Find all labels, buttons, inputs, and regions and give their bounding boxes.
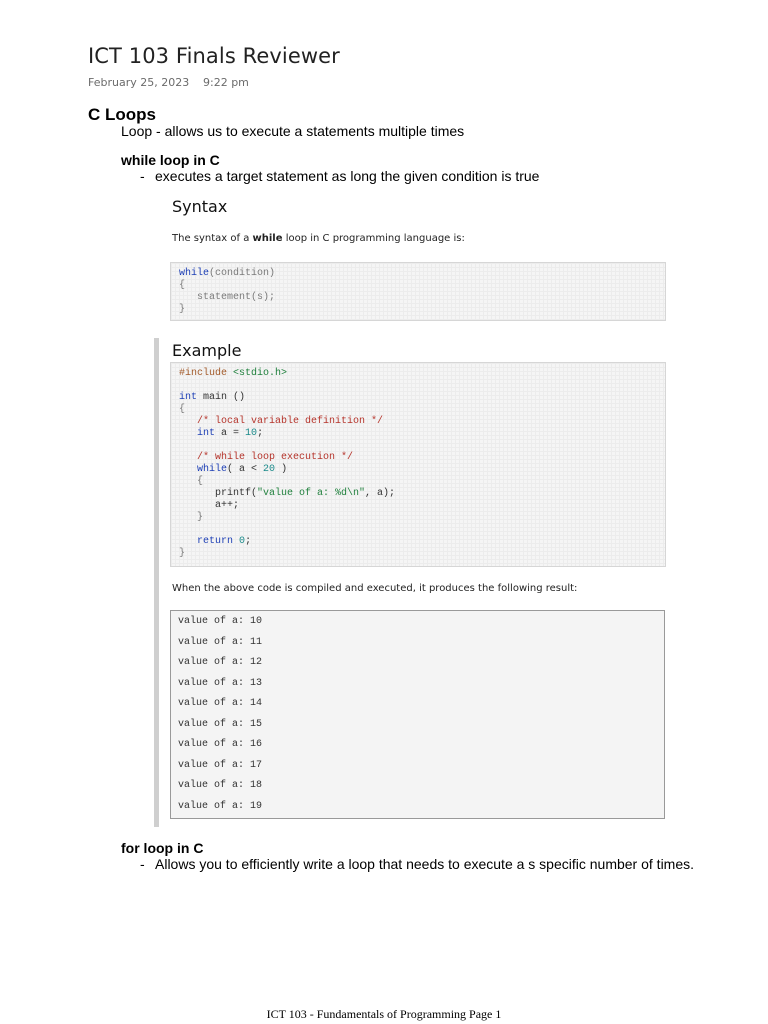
code-line-increment: a++; <box>179 500 240 511</box>
code-line-return: return 0; <box>197 536 252 547</box>
syntax-line-3: statement(s); <box>179 292 276 303</box>
output-box <box>170 610 665 819</box>
section-heading: C Loops <box>88 105 156 124</box>
output-line: value of a: 15 <box>178 719 263 730</box>
output-line: value of a: 13 <box>178 678 263 689</box>
code-line-comment-2: /* while loop execution */ <box>179 452 354 463</box>
for-loop-heading: for loop in C <box>121 840 204 856</box>
output-line: value of a: 18 <box>178 780 263 791</box>
example-heading: Example <box>172 341 242 360</box>
syntax-line-1: while(condition) <box>179 268 276 279</box>
code-line-printf: printf("value of a: %d\n", a); <box>179 488 396 499</box>
code-line-close-brace: } <box>179 548 186 559</box>
page-time: 9:22 pm <box>203 76 249 89</box>
for-loop-bullet: Allows you to efficiently write a loop that needs to execute a s specific number of times. <box>155 856 695 872</box>
syntax-heading: Syntax <box>172 197 228 216</box>
output-line: value of a: 10 <box>178 616 263 627</box>
code-line-include: #include <stdio.h> <box>179 368 288 379</box>
output-line: value of a: 11 <box>178 637 263 648</box>
syntax-line-2: { <box>179 280 186 291</box>
code-line-comment-1: /* local variable definition */ <box>179 416 384 427</box>
snippet-left-border <box>154 338 159 827</box>
syntax-description: The syntax of a while loop in C programming language is: <box>172 233 465 244</box>
output-line: value of a: 19 <box>178 801 263 812</box>
result-intro: When the above code is compiled and executed, it produces the following result: <box>172 583 578 594</box>
example-code-box <box>170 362 666 567</box>
syntax-code-box <box>170 262 666 321</box>
code-line-while: while( a < 20 ) <box>197 464 288 475</box>
while-loop-heading: while loop in C <box>121 152 220 168</box>
output-line: value of a: 16 <box>178 739 263 750</box>
syntax-line-4: } <box>179 304 186 315</box>
output-line: value of a: 17 <box>178 760 263 771</box>
code-line-inner-close: } <box>179 512 204 523</box>
while-bullet-dash: - <box>140 168 145 184</box>
code-line-var: int a = 10; <box>197 428 264 439</box>
output-line: value of a: 12 <box>178 657 263 668</box>
output-line: value of a: 14 <box>178 698 263 709</box>
page-title: ICT 103 Finals Reviewer <box>88 44 340 68</box>
code-line-inner-open: { <box>179 476 204 487</box>
for-bullet-dash: - <box>140 856 145 872</box>
section-intro: Loop - allows us to execute a statements multiple times <box>121 123 465 139</box>
page-date: February 25, 2023 <box>88 76 190 89</box>
while-loop-bullet: executes a target statement as long the given condition is true <box>155 168 540 184</box>
code-line-main: int main () <box>179 392 246 403</box>
code-line-open-brace: { <box>179 404 186 415</box>
page-footer: ICT 103 - Fundamentals of Programming Page 1 <box>266 1007 502 1021</box>
